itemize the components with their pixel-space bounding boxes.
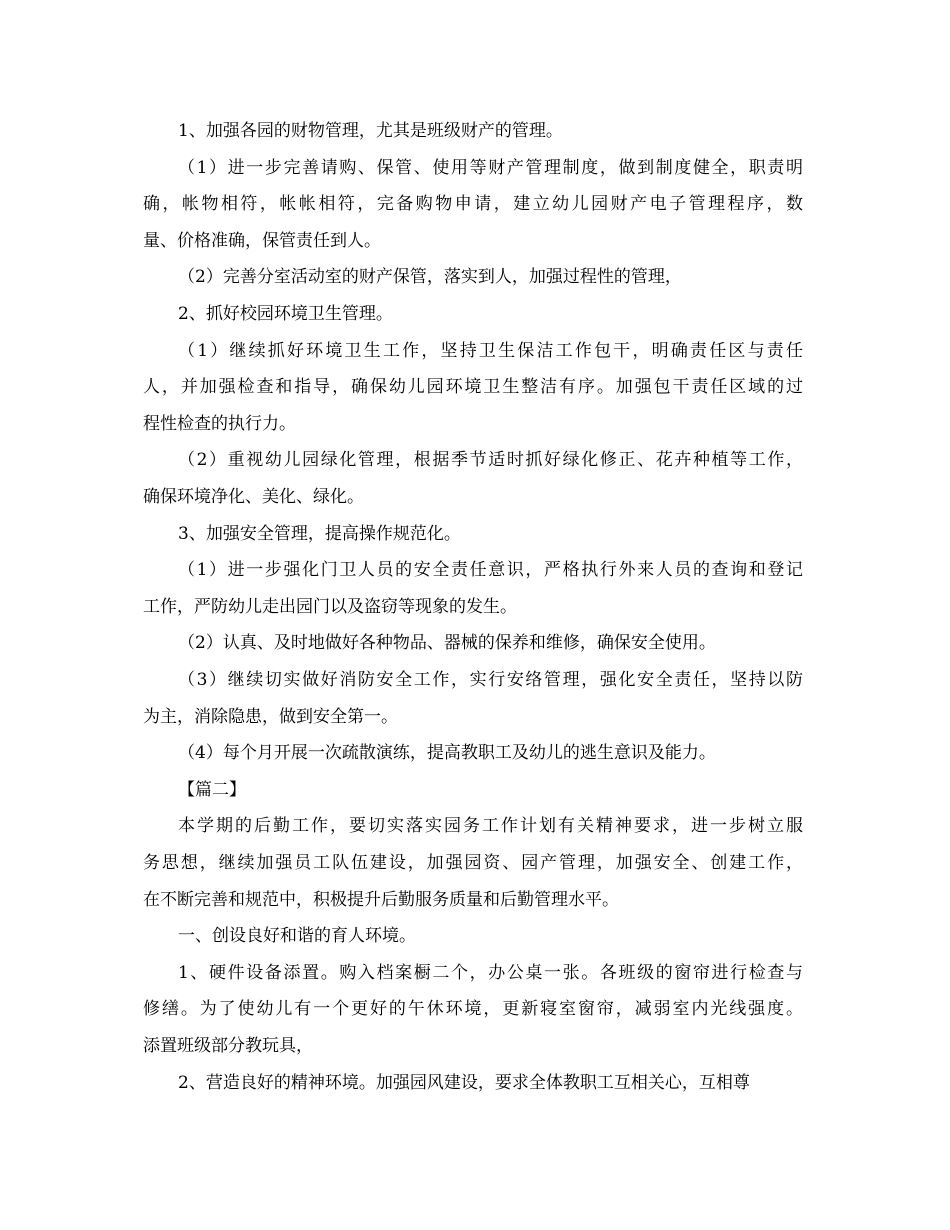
text-line: 【篇二】 (178, 779, 246, 800)
text-line: 工作，严防幼儿走出园门以及盗窃等现象的发生。 (143, 596, 517, 617)
text-line: 为主，消除隐患，做到安全第一。 (143, 706, 398, 727)
text-line: （1）进一步强化门卫人员的安全责任意识，严格执行外来人员的查询和登记 (178, 560, 805, 581)
text-line: （2）重视幼儿园绿化管理，根据季节适时抓好绿化修正、花卉种植等工作， (178, 450, 805, 471)
text-line: （3）继续切实做好消防安全工作，实行安络管理，强化安全责任，坚持以防 (178, 670, 805, 690)
text-line: 确，帐物相符，帐帐相符，完备购物申请，建立幼儿园财产电子管理程序，数 (143, 194, 806, 215)
text-line: （4）每个月开展一次疏散演练，提高教职工及幼儿的逃生意识及能力。 (178, 743, 716, 764)
text-line: 人，并加强检查和指导，确保幼儿园环境卫生整洁有序。加强包干责任区域的过 (143, 377, 805, 398)
text-line: 量、价格准确，保管责任到人。 (143, 230, 381, 251)
text-line: 确保环境净化、美化、绿化。 (143, 487, 364, 507)
text-line: 添置班级部分教玩具， (143, 1036, 313, 1056)
text-line: （2）完善分室活动室的财产保管，落实到人，加强过程性的管理， (178, 267, 682, 288)
text-line: 2、抓好校园环境卫生管理。 (178, 304, 393, 324)
text-line: 3、加强安全管理，提高操作规范化。 (178, 523, 461, 544)
text-line: （1）继续抓好环境卫生工作，坚持卫生保洁工作包干，明确责任区与责任 (178, 340, 806, 361)
text-line: （2）认真、及时地做好各种物品、器械的保养和维修，确保安全使用。 (178, 633, 716, 654)
text-line: 1、硬件设备添置。购入档案橱二个，办公桌一张。各班级的窗帘进行检查与 (178, 962, 805, 983)
text-line: 一、创设良好和谐的育人环境。 (178, 926, 416, 947)
text-line: 在不断完善和规范中，积极提升后勤服务质量和后勤管理水平。 (143, 889, 619, 910)
text-line: 2、营造良好的精神环境。加强园风建设，要求全体教职工互相关心，互相尊 (178, 1072, 750, 1093)
text-line: （1）进一步完善请购、保管、使用等财产管理制度，做到制度健全，职责明 (178, 157, 805, 178)
text-line: 务思想，继续加强员工队伍建设，加强园资、园产管理，加强安全、创建工作， (143, 853, 805, 873)
text-line: 1、加强各园的财物管理，尤其是班级财产的管理。 (178, 121, 563, 141)
text-line: 本学期的后勤工作，要切实落实园务工作计划有关精神要求，进一步树立服 (178, 816, 805, 837)
text-line: 程性检查的执行力。 (143, 413, 296, 434)
text-line: 修缮。为了使幼儿有一个更好的午休环境，更新寝室窗帘，减弱室内光线强度。 (143, 999, 805, 1020)
